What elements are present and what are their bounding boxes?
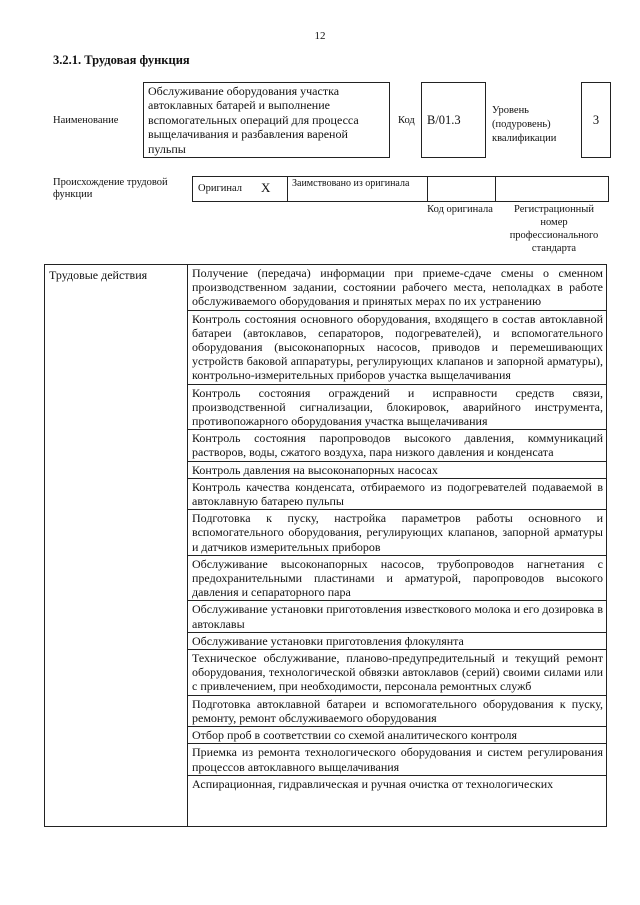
page-number: 12 bbox=[314, 30, 326, 42]
function-name: Обслуживание оборудования участка автоклавных батарей и выполнение вспомогательных операций для процесса выщелачивания и разбавления вареной пульпы bbox=[148, 84, 359, 156]
labor-action-item: Обслуживание установки приготовления флокулянта bbox=[188, 633, 606, 650]
origin-label: Происхождение трудовой функции bbox=[53, 177, 168, 200]
labor-actions-table bbox=[44, 264, 607, 827]
level-label: Уровень (подуровень) квалификации bbox=[492, 105, 557, 144]
code-original-cell bbox=[427, 177, 495, 201]
reg-number-caption: Регистрационный номер профессионального стандарта bbox=[509, 204, 599, 254]
labor-action-item: Контроль состояния паропроводов высокого давления, коммуникаций растворов, воды, сжатого воздуха, пара низкого давления и конденсата bbox=[188, 430, 606, 461]
name-label: Наименование bbox=[53, 115, 119, 126]
code-label: Код bbox=[398, 115, 415, 126]
code-value: B/01.3 bbox=[427, 113, 461, 127]
level-box bbox=[581, 82, 611, 158]
original-mark: X bbox=[261, 180, 271, 195]
labor-action-item: Отбор проб в соответствии со схемой аналитического контроля bbox=[188, 727, 606, 744]
reg-number-cell bbox=[495, 177, 608, 201]
level-value: 3 bbox=[592, 113, 600, 127]
labor-actions-list bbox=[188, 265, 606, 826]
code-box bbox=[421, 82, 486, 158]
borrowed-label: Заимствовано из оригинала bbox=[292, 178, 410, 189]
original-label: Оригинал bbox=[198, 183, 242, 194]
labor-action-item: Обслуживание установки приготовления известкового молока и его дозировка в автоклавы bbox=[188, 601, 606, 632]
code-original-caption: Код оригинала bbox=[427, 204, 493, 215]
borrowed-cell bbox=[287, 177, 427, 201]
labor-action-item: Техническое обслуживание, планово-предупредительный и текущий ремонт оборудования, технологической обвязки автоклавов (серий) своими силами или с привлечением, при необходимости, персонала ремонтных служб bbox=[188, 650, 606, 696]
labor-actions-label: Трудовые действия bbox=[49, 268, 148, 282]
labor-action-item: Контроль состояния основного оборудования, входящего в состав автоклавной батареи (автоклавов, сепараторов, подогревателей), и вспомогательного оборудования (высоконапорных насосов, приводов и перемешивающих устройств баковой аппаратуры, регулирующих клапанов и запорной арматуры), контрольно-измерительных приборов участка выщелачивания bbox=[188, 311, 606, 385]
labor-action-item: Приемка из ремонта технологического оборудования и систем регулирования процессов автоклавного выщелачивания bbox=[188, 744, 606, 775]
function-name-box bbox=[143, 82, 390, 158]
labor-action-item: Аспирационная, гидравлическая и ручная очистка от технологических bbox=[192, 776, 554, 791]
labor-action-item: Подготовка автоклавной батареи и вспомогательного оборудования к пуску, ремонту, ремонт обслуживаемого оборудования bbox=[188, 696, 606, 727]
labor-action-item: Получение (передача) информации при приеме-сдаче смены о сменном производственном задании, состоянии рабочего места, неполадках в работе обслуживаемого оборудования и принятых мерах по их устранению bbox=[188, 265, 606, 311]
section-title: 3.2.1. Трудовая функция bbox=[53, 53, 190, 67]
labor-action-item: Контроль качества конденсата, отбираемого из подогревателей подаваемой в автоклавную батарею пульпы bbox=[188, 479, 606, 510]
labor-action-item: Подготовка к пуску, настройка параметров работы основного и вспомогательного оборудования, регулирующих клапанов, запорной арматуры и датчиков измерительных приборов bbox=[188, 510, 606, 556]
labor-action-item: Контроль давления на высоконапорных насосах bbox=[188, 462, 606, 479]
labor-action-item: Обслуживание высоконапорных насосов, трубопроводов нагнетания с предохранительными пластинами и арматурой, паропроводов высокого давления и сепараторного пара bbox=[188, 556, 606, 602]
labor-action-item: Контроль состояния ограждений и исправности средств связи, производственной сигнализации, блокировок, аварийного инструмента, противопожарного оборудования участка выщелачивания bbox=[188, 385, 606, 431]
origin-row bbox=[192, 176, 609, 202]
